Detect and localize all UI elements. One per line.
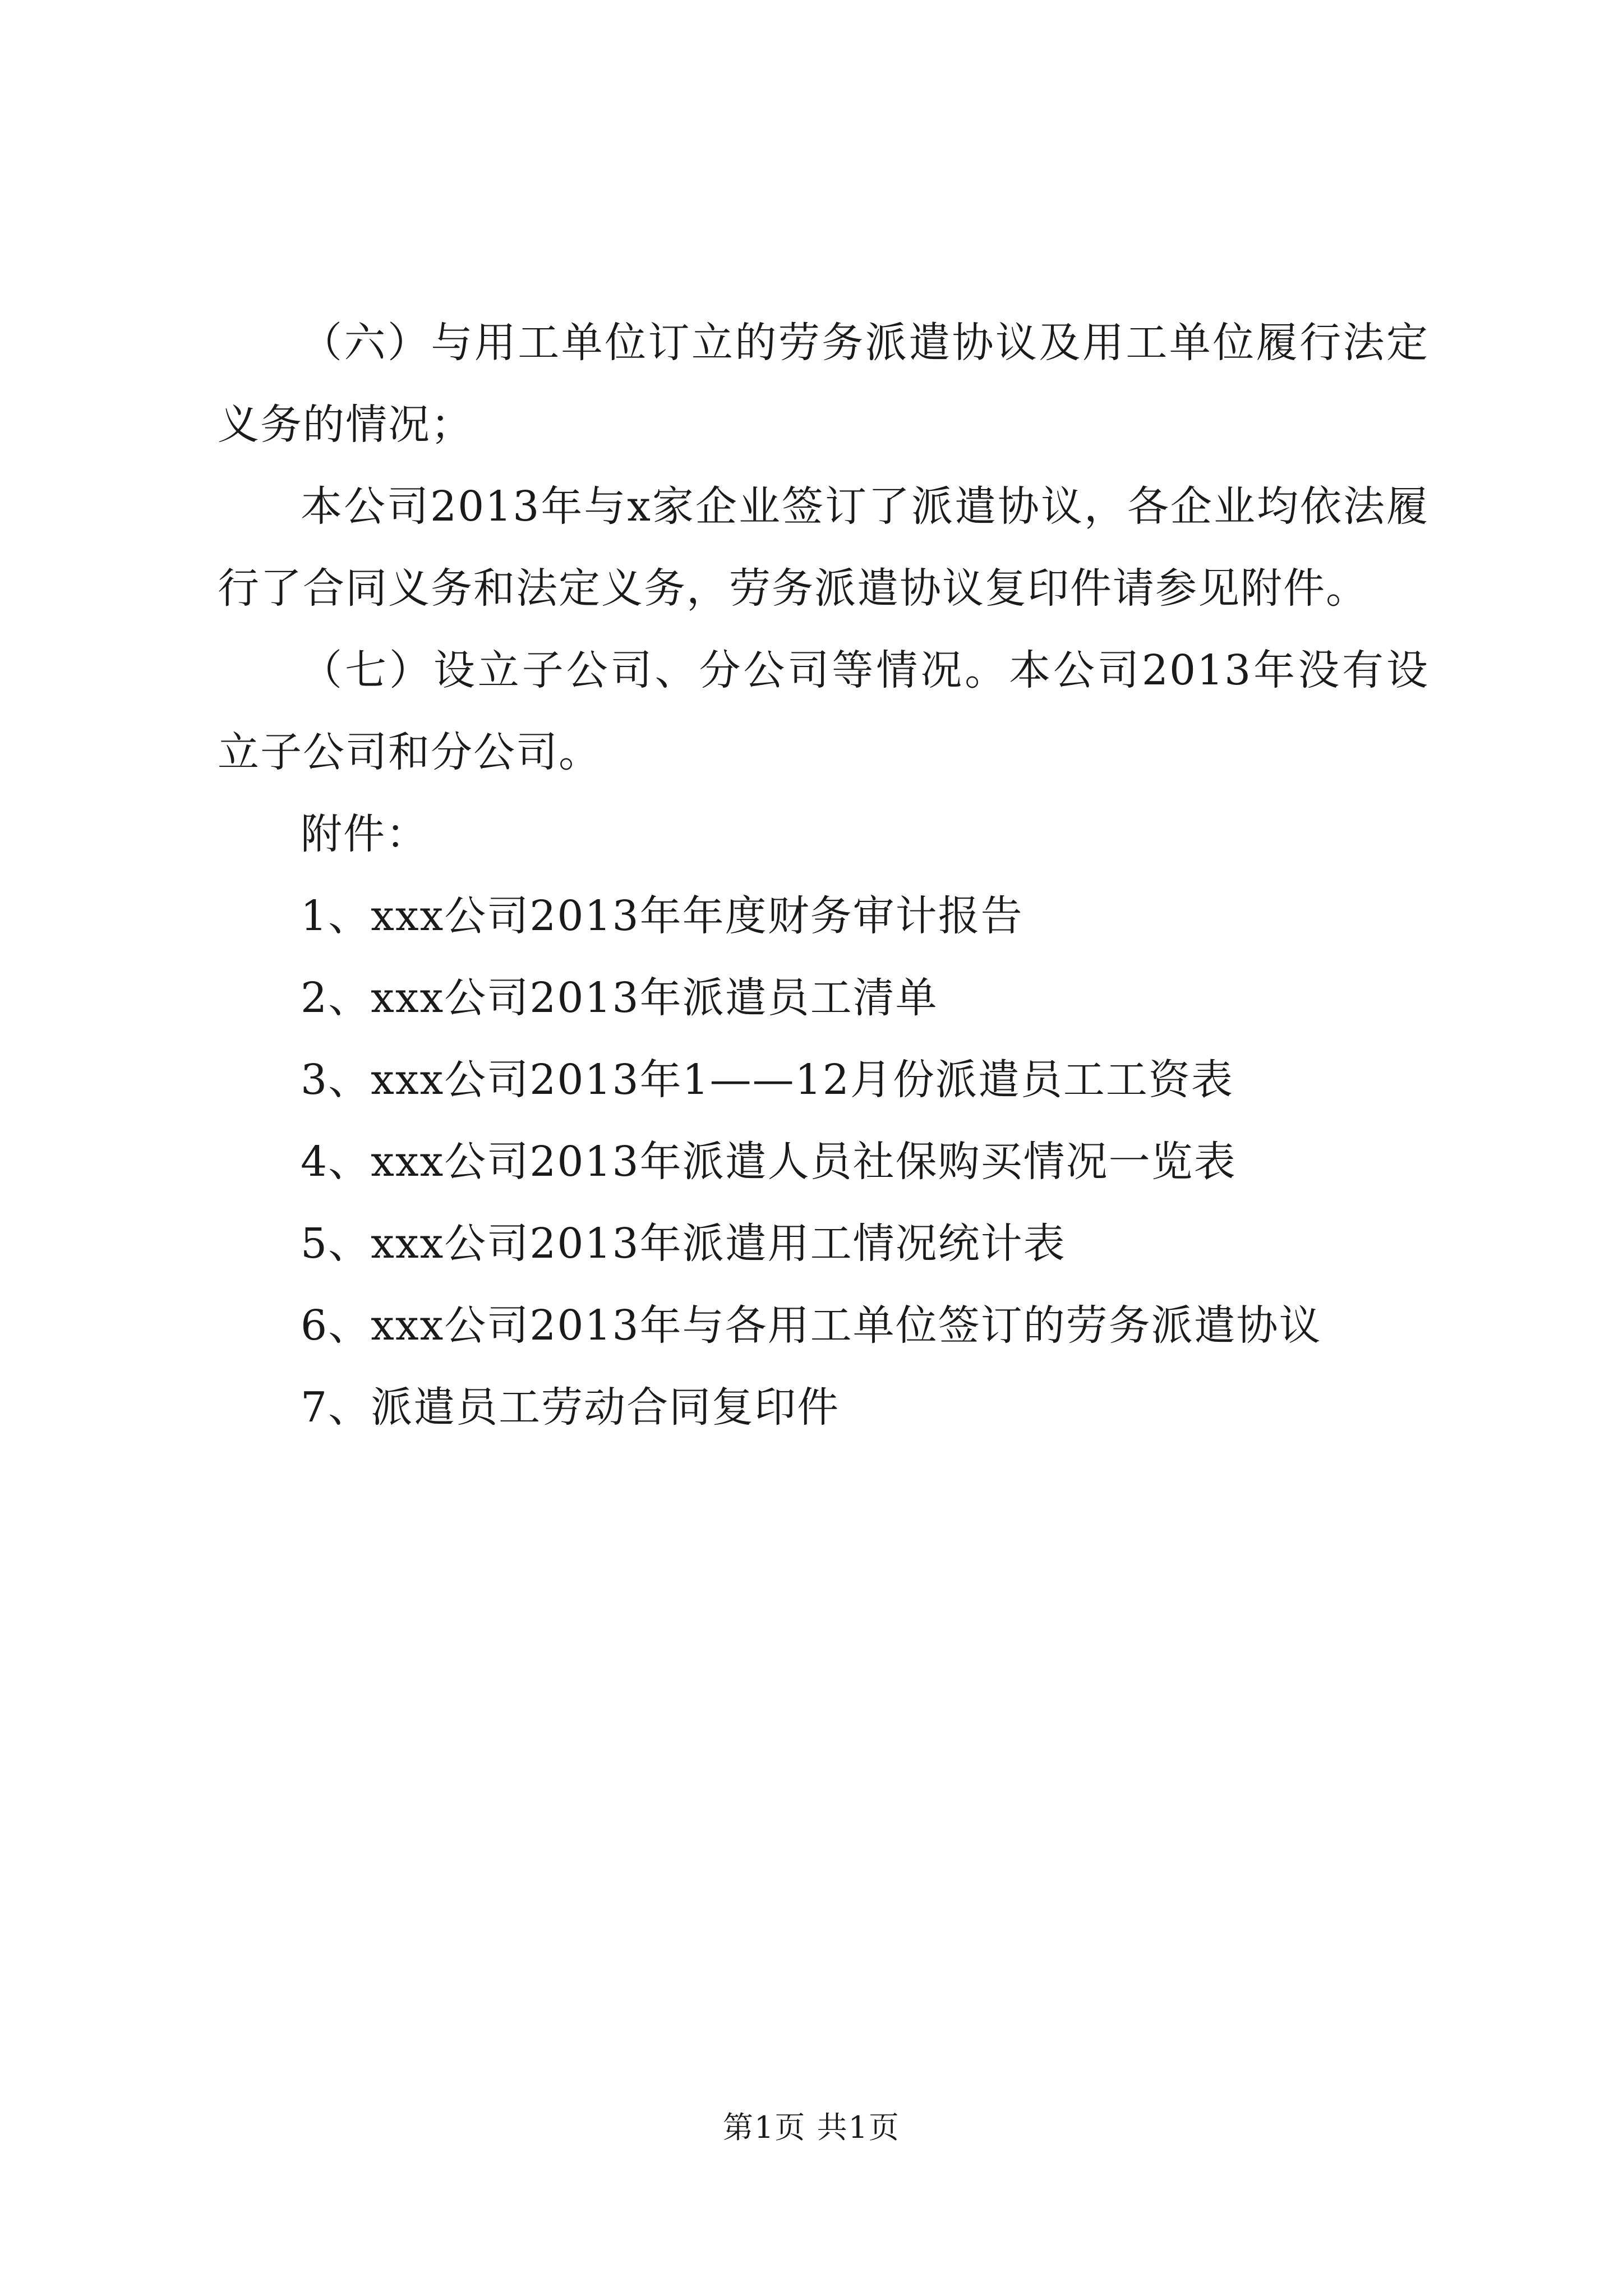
attachment-item: 5、xxx公司2013年派遣用工情况统计表: [301, 1220, 1066, 1268]
attachment-item: 3、xxx公司2013年1——12月份派遣员工工资表: [301, 1056, 1234, 1104]
attachments-list: [218, 875, 1429, 1448]
attachment-item: 2、xxx公司2013年派遣员工清单: [301, 974, 938, 1022]
attachment-item: 6、xxx公司2013年与各用工单位签订的劳务派遣协议: [301, 1301, 1322, 1350]
attachment-item: 1、xxx公司2013年年度财务审计报告: [301, 892, 1023, 940]
paragraph-dispatch-agreements: 本公司2013年与x家企业签订了派遣协议，各企业均依法履行了合同义务和法定义务，劳务派遣协议复印件请参见附件。: [218, 482, 1429, 613]
attachments-heading: 附件：: [301, 810, 428, 858]
paragraph-item-seven: （七）设立子公司、分公司等情况。本公司2013年没有设立子公司和分公司。: [218, 646, 1429, 776]
attachment-item: 4、xxx公司2013年派遣人员社保购买情况一览表: [301, 1138, 1237, 1186]
page-footer: 第1页 共1页: [723, 2110, 900, 2145]
attachment-item: 7、派遣员工劳动合同复印件: [301, 1383, 840, 1432]
paragraph-item-six: （六）与用工单位订立的劳务派遣协议及用工单位履行法定义务的情况；: [218, 319, 1429, 449]
document-body: [218, 302, 1429, 1448]
